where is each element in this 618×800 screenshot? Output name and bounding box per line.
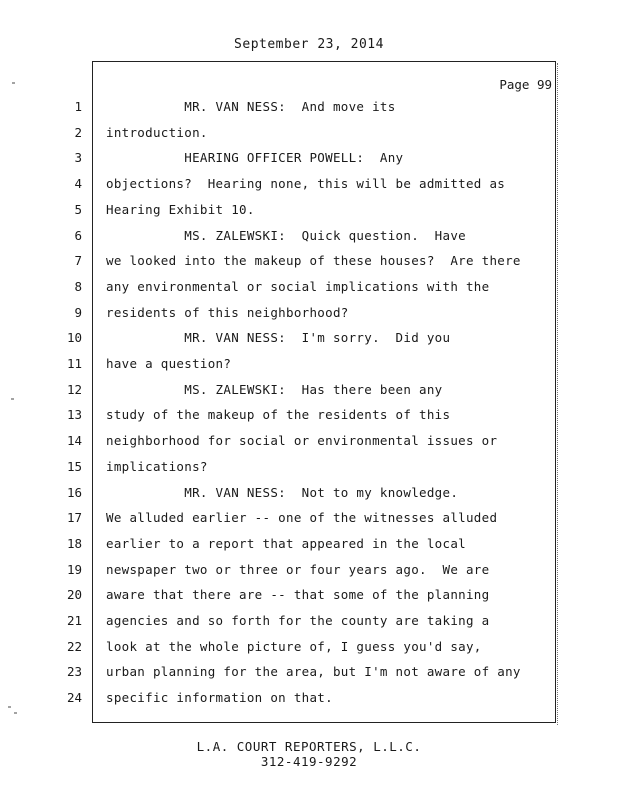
transcript-line: MR. VAN NESS: I'm sorry. Did you [106,330,451,345]
scan-speck [8,706,11,708]
line-number: 1 [74,99,82,114]
scan-speck [11,398,14,400]
line-number: 24 [66,690,82,705]
line-number: 19 [66,562,82,577]
line-number: 4 [74,176,82,191]
line-number: 12 [66,382,82,397]
frame-edge-shadow [557,63,560,725]
line-number: 20 [66,587,82,602]
line-number: 14 [66,433,82,448]
transcript-line: We alluded earlier -- one of the witnesses alluded [106,510,498,525]
footer-company: L.A. COURT REPORTERS, L.L.C. [196,739,422,754]
transcript-line: any environmental or social implications with the [106,279,490,294]
line-number: 10 [66,330,82,345]
transcript-line: objections? Hearing none, this will be admitted as [106,176,506,191]
scan-speck [12,82,15,84]
transcript-line: we looked into the makeup of these houses? Are there [106,253,521,268]
transcript-line: agencies and so forth for the county are taking a [106,613,490,628]
line-number: 17 [66,510,82,525]
transcript-line: specific information on that. [106,690,333,705]
transcript-line: newspaper two or three or four years ago. We are [106,562,490,577]
page-number: Page 99 [499,77,552,92]
line-number: 3 [74,150,82,165]
header-date: September 23, 2014 [234,37,384,52]
transcript-line: MR. VAN NESS: Not to my knowledge. [106,485,459,500]
transcript-line: Hearing Exhibit 10. [106,202,255,217]
line-number: 15 [66,459,82,474]
transcript-line: aware that there are -- that some of the planning [106,587,490,602]
transcript-line: urban planning for the area, but I'm not aware of any [106,664,521,679]
line-number: 23 [66,664,82,679]
transcript-line: MS. ZALEWSKI: Quick question. Have [106,228,466,243]
transcript-line: MS. ZALEWSKI: Has there been any [106,382,443,397]
transcript-line: look at the whole picture of, I guess you'd say, [106,639,482,654]
transcript-line: implications? [106,459,208,474]
transcript-line: HEARING OFFICER POWELL: Any [106,150,404,165]
line-number: 18 [66,536,82,551]
line-number: 7 [74,253,82,268]
transcript-line: study of the makeup of the residents of this [106,407,451,422]
line-number: 9 [74,305,82,320]
line-number: 8 [74,279,82,294]
footer-phone: 312-419-9292 [260,754,358,769]
line-number: 22 [66,639,82,654]
transcript-line: earlier to a report that appeared in the local [106,536,466,551]
transcript-line: residents of this neighborhood? [106,305,349,320]
scan-speck [14,712,17,714]
line-number: 2 [74,125,82,140]
line-number: 21 [66,613,82,628]
line-number: 16 [66,485,82,500]
transcript-line: introduction. [106,125,208,140]
line-number: 13 [66,407,82,422]
line-number: 11 [66,356,82,371]
line-number: 5 [74,202,82,217]
transcript-line: neighborhood for social or environmental issues or [106,433,498,448]
line-number: 6 [74,228,82,243]
transcript-line: MR. VAN NESS: And move its [106,99,396,114]
transcript-line: have a question? [106,356,232,371]
